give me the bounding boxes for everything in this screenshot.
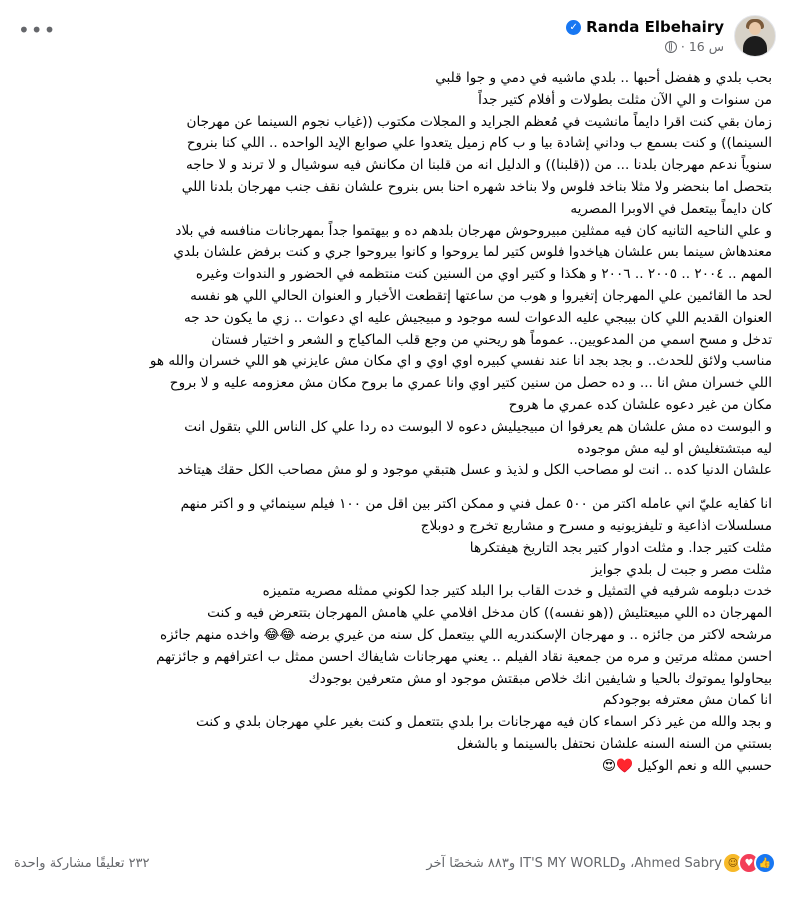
post-line: مرشحه لاكتر من جائزه .. و مهرجان الإسكندريه اللي بيتعمل كل سنه من غيري برضه 😂😂 واخده منهم جائزه: [159, 626, 772, 643]
verified-badge-icon: ✓: [566, 20, 581, 35]
post-line: مناسب ولائق للحدث.. و بجد بجد انا عند نفسي كبيره اوي اوي و اي مكان مش عايزني هو اللي خسران والله هو: [149, 353, 772, 370]
reactions-text[interactable]: Ahmed Sabry، وIT'S MY WORLD و٨٨٣ شخصًا آخر: [426, 855, 722, 871]
post-line: انا كفايه عليّ اني عامله اكتر من ٥٠٠ عمل فني و ممكن اكتر بين اقل من ١٠٠ فيلم سينمائي و و اكتر منهم: [180, 496, 772, 513]
post-line: و البوست ده مش علشان هم يعرفوا ان مبيجيليش دعوه لا البوست ده ردا علي كل الناس اللي بتقول انت: [184, 418, 772, 435]
globe-icon: [665, 41, 677, 53]
post-line: مسلسلات اذاعية و تليفزيونيه و مسرح و مشاريع تخرج و دوبلاج: [420, 517, 772, 534]
post-line: زمان بقي كنت اقرا دايماً مانشيت في مُعظم الجرايد و المجلات مكتوب ((غياب نجوم السينما عن مهرجان: [186, 113, 772, 130]
post-line: سنوياً ندعم مهرجان بلدنا ... من ((قلبنا)) و الدليل انه من قلبنا ان مكانش فيه سوشيال و لا ترند و لا حاجه: [186, 157, 772, 174]
post-line: بتحصل اما بنحضر ولا مثلا بناخد فلوس ولا بناخد شهره احنا بس بنروح علشان نقف جنب مهرجان بلدنا اللي: [181, 178, 772, 195]
author-meta: Randa Elbehairy ✓ 16 س ·: [566, 18, 724, 54]
post-line: كان دايماً بيتعمل في الاوبرا المصريه: [570, 200, 772, 217]
post-line: و بجد والله من غير ذكر اسماء كان فيه مهرجانات برا بلدي بتتعمل و كنت بغير علي مهرجان بلدي و كنت: [196, 714, 772, 731]
post-line: العنوان القديم اللي كان بيبجي عليه الدعوات لسه موجود و مبيجيش عليه اي دعوات .. زي ما يكون حد جه: [184, 309, 772, 326]
post-line: ليه مبتشتغليش او ليه مش موجوده: [577, 440, 772, 457]
post-line: احسن ممثله مرتين و مره من جمعية نقاد الفيلم .. يعني مهرجانات شايفاك احسن ممثل ب اعترافهم و جائزتهم: [156, 648, 772, 665]
post-line: مكان من غير دعوه علشان كده عمري ما هروح: [508, 396, 772, 413]
post-line: معندهاش سينما بس علشان هياخدوا فلوس كتير لما يروحوا و كانوا بيروحوا جري و كنت برفض علشان بلدي: [173, 244, 772, 261]
post-line: انا كمان مش معترفه بوجودكم: [602, 692, 772, 709]
reactions-summary[interactable]: [426, 852, 776, 874]
post-line: بستني من السنه السنه علشان نحتفل بالسينما و بالشغل: [456, 735, 772, 752]
post-line: مثلت مصر و جبت ل بلدي جوايز: [591, 561, 772, 578]
love-icon: ♥: [738, 852, 760, 874]
post-line: السينما)) و كنت بسمع ب وداني إشادة بيا و ب كام زميل يتعدوا علي صوابع الإيد الواحده .. اللي كنا بنروح: [186, 135, 772, 152]
author-name[interactable]: Randa Elbehairy: [586, 18, 724, 36]
post-time[interactable]: 16 س: [688, 39, 724, 54]
post-line: المهرجان ده اللي مبيعتليش ((هو نفسه)) كان مدخل افلامي علي هامش المهرجان بتتعرض فيه و كنت: [207, 605, 772, 622]
post-header: [566, 12, 776, 60]
post-line: مثلت كتير جدا. و مثلت ادوار كتير بجد التاريخ هيفتكرها: [469, 539, 772, 556]
post-line: حسبي الله و نعم الوكيل ♥️😍: [601, 757, 772, 774]
post-footer: [14, 850, 776, 876]
post-body: [18, 68, 772, 778]
post-line: بحب بلدي و هفضل أحبها .. بلدي ماشيه في دمي و جوا قلبي: [435, 70, 772, 86]
post-line: علشان الدنيا كده .. انت لو مصاحب الكل و لذيذ و عسل هتبقي موجود و لو مش مصاحب الكل حقك هيتاخد: [177, 462, 772, 479]
post-line: خدت دبلومه شرفيه في التمثيل و خدت القاب برا البلد كتير جدا لكوني ممثله مصريه متميزه: [262, 583, 772, 600]
care-icon: ☺: [722, 852, 744, 874]
post-line: اللي خسران مش انا ... و ده حصل من سنين كتير اوي وانا عمري ما بروح مكان مش معزومه عليه و لا بروح: [169, 375, 772, 392]
post-line: و علي الناحيه التانيه كان فيه ممثلين مبيروحوش مهرجان بلدهم ده و بيهتموا جداً بمهرجانات منافسه في بلاد: [175, 222, 772, 239]
more-options-icon[interactable]: •••: [18, 18, 57, 42]
post-line: تدخل و مسح اسمي من المدعويين.. عموماً هو ريحني من وجع قلب الماكياج و الشعر و اختيار فستان: [211, 331, 772, 348]
post-line: لحد ما القائمين علي المهرجان إتغيروا و هوب من ساعتها إتقطعت الأخبار و العنوان الحالي اللي هو نفسه: [190, 287, 772, 304]
like-icon: 👍: [754, 852, 776, 874]
post-line: من سنوات و الي الآن مثلت بطولات و أفلام كتير جداً: [478, 91, 772, 108]
post-line: بيحاولوا يموتوك بالحيا و شايفين انك خلاص مبقتش موجود او مش متعرفين بوجودك: [308, 670, 772, 687]
avatar[interactable]: [734, 15, 776, 57]
post-line: المهم .. ٢٠٠٤ .. ٢٠٠٥ .. ٢٠٠٦ و هكذا و كتير اوي من السنين كنت منتظمه في الحضور و الندوات وغيره: [195, 266, 772, 283]
post-stats[interactable]: ٢٣٢ تعليقًا مشاركة واحدة: [14, 855, 150, 871]
